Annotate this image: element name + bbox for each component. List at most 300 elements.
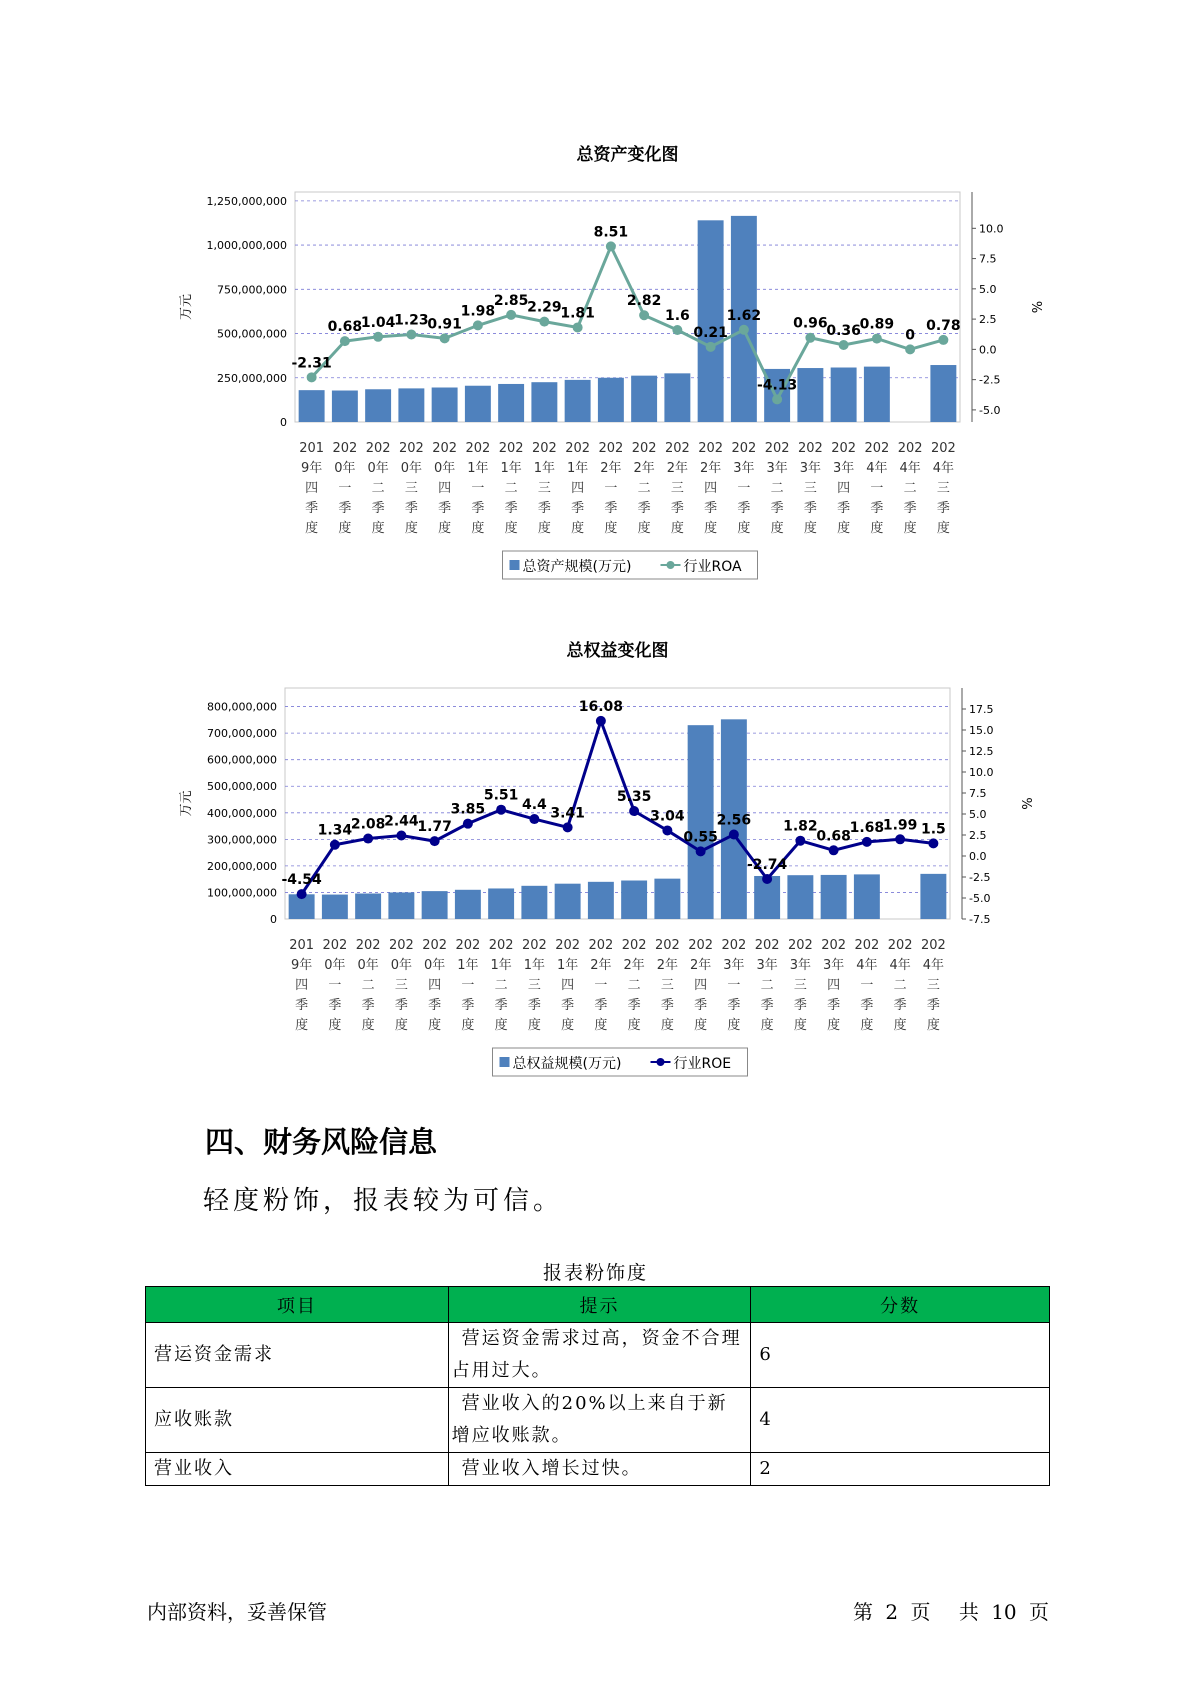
data-label: 3.41 (550, 805, 585, 822)
x-tick-label: 度 (537, 521, 551, 536)
x-tick-label: 一 (461, 978, 475, 993)
x-tick-label: 202 (731, 441, 757, 456)
x-tick-label: 202 (398, 441, 424, 456)
risk-table (145, 1286, 1050, 1486)
x-tick-label: 202 (588, 938, 614, 953)
table-row (146, 1323, 1050, 1388)
x-tick-label: 9年 (290, 958, 313, 973)
data-label: -4.13 (756, 377, 798, 394)
x-tick-label: 4年 (932, 461, 955, 476)
data-label: 1.81 (560, 305, 595, 322)
x-tick-label: 2年 (689, 958, 712, 973)
x-tick-label: 202 (332, 441, 358, 456)
data-label: 2.85 (493, 292, 529, 309)
y-tick-label: 100,000,000 (207, 886, 277, 900)
y-right-tick-label: 17.5 (969, 703, 994, 716)
x-tick-label: 1年 (566, 461, 589, 476)
data-label: 2.56 (716, 812, 752, 829)
x-tick-label: 202 (498, 441, 524, 456)
x-tick-label: 1年 (467, 461, 489, 476)
data-point (905, 344, 915, 354)
bar (365, 389, 391, 422)
row-hint: 营业收入的20%以上来自于新增应收账款。 (448, 1388, 751, 1453)
y-tick-label: 1,000,000,000 (206, 239, 287, 253)
data-point (706, 342, 716, 352)
x-tick-label: 202 (565, 441, 591, 456)
x-tick-label: 季 (670, 501, 684, 516)
x-tick-label: 季 (471, 501, 485, 516)
y-axis-title: 万元 (179, 293, 194, 321)
data-label: 0.68 (327, 319, 363, 336)
x-tick-label: 202 (531, 441, 557, 456)
bar (854, 874, 880, 919)
y-right-tick-label: 10.0 (969, 766, 994, 779)
x-tick-label: 202 (854, 938, 880, 953)
series-line (302, 721, 934, 894)
risk-summary: 轻度粉饰，报表较为可信。 (203, 1186, 564, 1216)
data-point (573, 322, 583, 332)
data-label: 2.08 (350, 816, 386, 833)
data-label: 1.82 (783, 818, 818, 835)
data-label: 1.77 (417, 819, 452, 836)
y-right-tick-label: 2.5 (979, 313, 997, 327)
x-tick-label: 度 (461, 1018, 475, 1033)
y-tick-label: 200,000,000 (207, 859, 277, 873)
x-tick-label: 季 (404, 501, 418, 516)
x-tick-label: 4年 (922, 958, 945, 973)
x-tick-label: 2年 (623, 958, 645, 973)
x-tick-label: 2年 (600, 461, 622, 476)
x-tick-label: 度 (637, 521, 651, 536)
x-tick-label: 度 (338, 521, 352, 536)
legend-bar-label: 总资产规模(万元) (522, 559, 632, 575)
x-tick-label: 度 (870, 521, 884, 536)
x-tick-label: 3年 (822, 958, 845, 973)
y-tick-label: 0 (270, 913, 277, 926)
x-tick-label: 202 (488, 938, 514, 953)
x-tick-label: 3年 (766, 461, 788, 476)
y-tick-label: 0 (280, 416, 287, 429)
x-tick-label: 季 (561, 998, 575, 1013)
data-point (463, 819, 473, 829)
bar (821, 875, 847, 919)
bar (465, 386, 491, 422)
bar (332, 391, 358, 422)
data-label: 0.78 (926, 317, 961, 334)
data-label: 0.21 (693, 324, 728, 341)
x-tick-label: 202 (754, 938, 780, 953)
bar (797, 368, 823, 422)
x-tick-label: 202 (365, 441, 391, 456)
table-header-row (146, 1287, 1050, 1323)
x-tick-label: 2年 (590, 958, 612, 973)
x-tick-label: 0年 (324, 958, 346, 973)
x-tick-label: 季 (870, 501, 884, 516)
x-tick-label: 202 (664, 441, 690, 456)
data-label: 3.85 (450, 801, 486, 818)
x-tick-label: 4年 (899, 461, 921, 476)
x-tick-label: 二 (637, 481, 651, 496)
x-tick-label: 1年 (457, 958, 479, 973)
x-tick-label: 202 (455, 938, 481, 953)
total-suffix: 页 (1029, 1600, 1049, 1624)
header-score: 分数 (751, 1287, 1050, 1323)
x-tick-label: 202 (688, 938, 714, 953)
data-point (406, 329, 416, 339)
x-tick-label: 季 (827, 998, 841, 1013)
x-tick-label: 2年 (656, 958, 679, 973)
x-tick-label: 1年 (500, 461, 522, 476)
data-point (829, 845, 839, 855)
y-right-tick-label: -2.5 (969, 871, 991, 884)
x-tick-label: 季 (926, 998, 940, 1013)
x-tick-label: 度 (926, 1018, 940, 1033)
bar (398, 388, 424, 422)
x-tick-label: 四 (305, 481, 319, 496)
bar (488, 888, 514, 919)
header-item: 项目 (146, 1287, 449, 1323)
x-tick-label: 202 (864, 441, 890, 456)
x-tick-label: 三 (926, 978, 940, 993)
x-tick-label: 度 (670, 521, 684, 536)
x-tick-label: 一 (338, 481, 352, 496)
x-tick-label: 季 (428, 998, 442, 1013)
x-tick-label: 季 (860, 998, 874, 1013)
y-right-tick-label: 0.0 (969, 850, 987, 863)
data-label: 0.55 (683, 829, 718, 846)
x-tick-label: 202 (521, 938, 547, 953)
x-tick-label: 三 (936, 481, 950, 496)
x-tick-label: 202 (432, 441, 458, 456)
data-label: 1.62 (726, 307, 762, 324)
data-point (795, 836, 805, 846)
x-tick-label: 度 (394, 1018, 408, 1033)
data-label: 5.35 (616, 789, 652, 806)
x-tick-label: 二 (893, 978, 907, 993)
x-tick-label: 度 (328, 1018, 342, 1033)
x-tick-label: 度 (727, 1018, 741, 1033)
x-tick-label: 3年 (832, 461, 855, 476)
total-equity-chart (0, 628, 1191, 1102)
data-point (938, 335, 948, 345)
data-point (872, 334, 882, 344)
x-tick-label: 季 (571, 501, 585, 516)
x-tick-label: 季 (660, 998, 674, 1013)
data-point (772, 394, 782, 404)
legend-line-label: 行业ROA (683, 559, 742, 575)
data-point (330, 840, 340, 850)
x-tick-label: 季 (837, 501, 851, 516)
x-tick-label: 一 (594, 978, 608, 993)
x-tick-label: 季 (305, 501, 319, 516)
y-tick-label: 700,000,000 (207, 727, 277, 741)
x-tick-label: 3年 (799, 461, 822, 476)
x-tick-label: 202 (821, 938, 847, 953)
y-right-tick-label: -2.5 (979, 373, 1001, 387)
bar (631, 376, 657, 422)
row-hint: 营业收入增长过快。 (448, 1453, 751, 1486)
x-tick-label: 2年 (666, 461, 689, 476)
y-tick-label: 1,250,000,000 (206, 194, 287, 208)
x-tick-label: 202 (465, 441, 491, 456)
data-point (340, 336, 350, 346)
y-tick-label: 800,000,000 (207, 700, 277, 714)
data-point (363, 834, 373, 844)
x-tick-label: 0年 (334, 461, 356, 476)
x-tick-label: 季 (893, 998, 907, 1013)
x-tick-label: 4年 (856, 958, 878, 973)
data-point (805, 333, 815, 343)
x-tick-label: 202 (721, 938, 747, 953)
data-point (506, 310, 516, 320)
x-tick-label: 季 (704, 501, 718, 516)
x-tick-label: 季 (461, 998, 475, 1013)
data-label: 2.44 (384, 813, 419, 830)
data-label: 1.5 (920, 821, 946, 838)
x-tick-label: 三 (670, 481, 684, 496)
section-heading: 四、财务风险信息 (205, 1125, 438, 1159)
bar (598, 378, 624, 422)
x-tick-label: 202 (897, 441, 923, 456)
data-point (895, 834, 905, 844)
x-tick-label: 度 (305, 521, 319, 536)
data-label: 1.23 (394, 312, 429, 329)
x-tick-label: 季 (328, 998, 342, 1013)
data-point (440, 333, 450, 343)
x-tick-label: 四 (428, 978, 442, 993)
x-tick-label: 度 (295, 1018, 309, 1033)
bar (831, 368, 857, 422)
bar (930, 365, 956, 422)
x-tick-label: 四 (295, 978, 309, 993)
x-tick-label: 3年 (733, 461, 755, 476)
x-tick-label: 季 (504, 501, 518, 516)
data-point (928, 838, 938, 848)
bar (864, 367, 890, 422)
x-tick-label: 度 (793, 1018, 807, 1033)
bar (498, 384, 524, 422)
data-label: 3.04 (650, 808, 685, 825)
x-tick-label: 202 (797, 441, 823, 456)
data-point (430, 836, 440, 846)
x-tick-label: 度 (803, 521, 817, 536)
x-tick-label: 四 (837, 481, 851, 496)
page-prefix: 第 (853, 1600, 874, 1624)
data-point (596, 716, 606, 726)
data-label: 0.91 (427, 316, 462, 333)
x-tick-label: 度 (737, 521, 751, 536)
x-tick-label: 度 (404, 521, 418, 536)
x-tick-label: 度 (760, 1018, 774, 1033)
x-tick-label: 季 (627, 998, 641, 1013)
data-label: 0 (905, 327, 915, 344)
y-tick-label: 600,000,000 (207, 753, 277, 767)
data-label: 1.04 (360, 314, 396, 331)
chart-legend (503, 551, 758, 579)
data-label: 1.6 (664, 308, 690, 324)
x-tick-label: 季 (295, 998, 309, 1013)
x-tick-label: 三 (793, 978, 807, 993)
x-tick-label: 三 (537, 481, 551, 496)
x-tick-label: 季 (770, 501, 784, 516)
x-tick-label: 季 (527, 998, 541, 1013)
x-tick-label: 二 (504, 481, 518, 496)
total-equity-chart-svg (0, 628, 1191, 1098)
data-label: -2.31 (291, 355, 332, 372)
x-tick-label: 度 (471, 521, 485, 536)
data-label: 1.99 (882, 817, 918, 834)
x-tick-label: 季 (694, 998, 708, 1013)
data-label: 1.68 (849, 819, 885, 836)
x-tick-label: 季 (537, 501, 551, 516)
legend-line-label: 行业ROE (673, 1056, 732, 1072)
x-tick-label: 202 (930, 441, 956, 456)
x-tick-label: 季 (737, 501, 751, 516)
x-tick-label: 度 (527, 1018, 541, 1033)
x-tick-label: 四 (827, 978, 841, 993)
x-tick-label: 度 (704, 521, 718, 536)
legend-bar-label: 总权益规模(万元) (512, 1056, 622, 1072)
x-tick-label: 三 (803, 481, 817, 496)
y-tick-label: 500,000,000 (207, 780, 277, 794)
chart-title: 总资产变化图 (576, 145, 679, 165)
table-row (146, 1453, 1050, 1486)
x-tick-label: 度 (428, 1018, 442, 1033)
x-tick-label: 度 (893, 1018, 907, 1033)
footer-confidential: 内部资料，妥善保管 (147, 1600, 327, 1624)
x-tick-label: 二 (770, 481, 784, 496)
data-point (473, 320, 483, 330)
y-right-tick-label: 5.0 (979, 282, 997, 296)
x-tick-label: 度 (494, 1018, 508, 1033)
data-point (629, 806, 639, 816)
x-tick-label: 度 (571, 521, 585, 536)
x-tick-label: 季 (727, 998, 741, 1013)
page-number: 2 (885, 1600, 899, 1624)
y-tick-label: 500,000,000 (217, 327, 287, 341)
x-tick-label: 度 (837, 521, 851, 536)
x-tick-label: 季 (371, 501, 385, 516)
legend-line-marker (657, 1058, 665, 1066)
data-point (739, 325, 749, 335)
x-tick-label: 1年 (533, 461, 556, 476)
x-tick-label: 度 (660, 1018, 674, 1033)
y-right-tick-label: 2.5 (969, 829, 987, 842)
data-label: -4.54 (281, 872, 322, 889)
x-tick-label: 202 (698, 441, 724, 456)
bar (299, 390, 325, 422)
y-tick-label: 750,000,000 (217, 283, 287, 297)
x-tick-label: 9年 (300, 461, 323, 476)
data-label: 0.96 (793, 315, 828, 332)
total-prefix: 共 (958, 1600, 979, 1624)
data-label: 5.51 (483, 787, 519, 804)
y-right-tick-label: 7.5 (979, 252, 997, 266)
data-point (307, 372, 317, 382)
x-tick-label: 一 (471, 481, 485, 496)
x-tick-label: 二 (371, 481, 385, 496)
x-tick-label: 202 (621, 938, 647, 953)
data-point (606, 241, 616, 251)
x-tick-label: 一 (604, 481, 618, 496)
x-tick-label: 季 (338, 501, 352, 516)
x-tick-label: 3年 (756, 958, 778, 973)
x-tick-label: 4年 (889, 958, 911, 973)
row-item: 应收账款 (146, 1388, 449, 1453)
x-tick-label: 季 (803, 501, 817, 516)
data-label: 8.51 (593, 224, 629, 241)
x-tick-label: 202 (355, 938, 381, 953)
x-tick-label: 季 (637, 501, 651, 516)
x-tick-label: 202 (831, 441, 857, 456)
row-item: 营业收入 (146, 1453, 449, 1486)
x-tick-label: 一 (328, 978, 342, 993)
bar (698, 220, 724, 422)
x-tick-label: 季 (760, 998, 774, 1013)
chart-legend (493, 1048, 748, 1076)
y-right-axis-title: % (1028, 300, 1043, 314)
row-score: 6 (751, 1323, 1050, 1388)
bar (565, 380, 591, 422)
x-tick-label: 1年 (523, 958, 546, 973)
data-point (639, 310, 649, 320)
x-tick-label: 4年 (866, 461, 888, 476)
x-tick-label: 202 (388, 938, 414, 953)
data-point (373, 332, 383, 342)
x-tick-label: 季 (793, 998, 807, 1013)
x-tick-label: 度 (561, 1018, 575, 1033)
x-tick-label: 202 (654, 938, 680, 953)
data-point (396, 831, 406, 841)
total-pages: 10 (991, 1600, 1017, 1624)
x-tick-label: 2年 (699, 461, 722, 476)
bar (388, 892, 414, 919)
bar (664, 373, 690, 422)
data-label: 0.68 (816, 828, 851, 845)
x-tick-label: 四 (704, 481, 718, 496)
y-right-tick-label: -5.0 (979, 403, 1001, 417)
bar (688, 725, 714, 919)
header-hint: 提示 (448, 1287, 751, 1323)
y-axis-title: 万元 (179, 790, 194, 817)
x-tick-label: 度 (361, 1018, 375, 1033)
x-tick-label: 202 (764, 441, 790, 456)
x-tick-label: 0年 (390, 958, 413, 973)
x-tick-label: 三 (394, 978, 408, 993)
bar (422, 891, 448, 919)
x-tick-label: 度 (504, 521, 518, 536)
x-tick-label: 202 (631, 441, 657, 456)
data-point (297, 889, 307, 899)
x-tick-label: 度 (594, 1018, 608, 1033)
x-tick-label: 度 (860, 1018, 874, 1033)
data-label: 4.4 (521, 797, 547, 814)
bar (521, 886, 547, 919)
data-point (729, 829, 739, 839)
x-tick-label: 三 (404, 481, 418, 496)
y-right-tick-label: 0.0 (979, 343, 997, 357)
data-point (696, 846, 706, 856)
x-tick-label: 度 (694, 1018, 708, 1033)
x-tick-label: 四 (561, 978, 575, 993)
data-point (529, 814, 539, 824)
x-tick-label: 度 (371, 521, 385, 536)
bar (654, 879, 680, 919)
bar (920, 874, 946, 919)
x-tick-label: 202 (598, 441, 624, 456)
x-tick-label: 201 (299, 441, 325, 456)
bar (621, 881, 647, 920)
